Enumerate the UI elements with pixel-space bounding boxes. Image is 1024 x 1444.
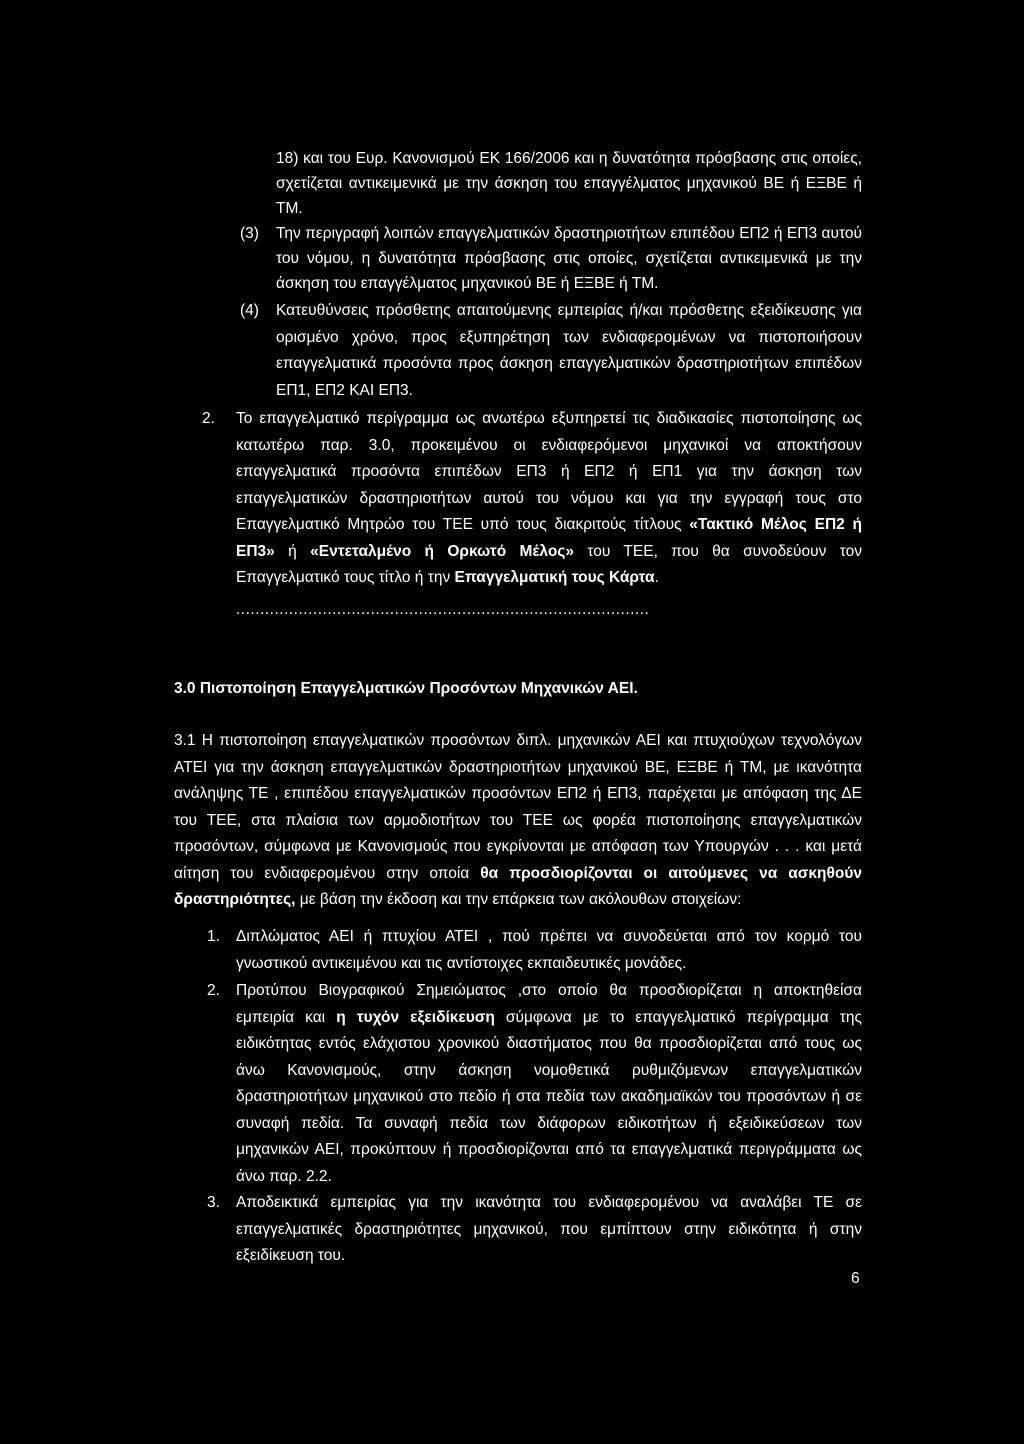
paragraph-3-1: 3.1 Η πιστοποίηση επαγγελματικών προσόντων διπλ. μηχανικών ΑΕΙ και πτυχιούχων τεχνολόγων ΑΤΕΙ για την άσκηση επαγγελματικών δραστηριοτήτων μηχανικού ΒΕ, ΕΞΒΕ ή ΤΜ, με ικανότητα ανάληψης ΤΕ , επιπέδου επαγγελματικών προσόντων ΕΠ2 ή ΕΠ3, παρέχεται με απόφαση της ΔΕ του ΤΕΕ, στα πλαίσια των αρμοδιοτήτων του ΤΕΕ ως φορέα πιστοποίησης επαγγελματικών προσόντων, σύμφωνα με Κανονισμούς που εγκρίνονται με απόφαση των Υπουργών . . . και μετά αίτηση του ενδιαφερομένου στην οποία θα προσδιορίζονται οι αιτούμενες να ασκηθούν δραστηριότητες, με βάση την έκδοση και την επάρκεια των ακόλουθων στοιχείων: (174, 732, 862, 908)
bold-professional-card: Επαγγελματική τους Κάρτα (454, 569, 655, 586)
page-number: 6 (851, 1270, 860, 1287)
item-number-2: 2. (202, 410, 215, 427)
list-number-1: 1. (207, 928, 220, 945)
paragraph-4: Κατευθύνσεις πρόσθετης απαιτούμενης εμπειρίας ή/και πρόσθετης εξειδίκευσης για ορισμένο χρόνο, προς εξυπηρέτηση των ενδιαφερομένων να πιστοποιήσουν επαγγελματικά προσόντα προς άσκηση επαγγελματικών δραστηριοτήτων επιπέδων ΕΠ1, ΕΠ2 ΚΑΙ ΕΠ3. (276, 302, 862, 399)
list-number-3: 3. (207, 1194, 220, 1211)
bold-specialization: η τυχόν εξειδίκευση (336, 1008, 495, 1026)
list-item-1: Διπλώματος ΑΕΙ ή πτυχίου ΑΤΕΙ , πού πρέπει να συνοδεύεται από τον κορμό του γνωστικού αντικειμένου και τις αντίστοιχες εκπαιδευτικές μονάδες. (236, 928, 862, 972)
list-item-3: Αποδεικτικά εμπειρίας για την ικανότητα του ενδιαφερομένου να αναλάβει ΤΕ σε επαγγελματικές δραστηριότητες μηχανικού, που εμπίπτουν στην ειδικότητα ή στην εξειδίκευση του. (236, 1194, 862, 1264)
bold-sworn-member: «Εντεταλμένο ή Ορκωτό Μέλος» (310, 542, 574, 560)
dotted-separator: ...................................................................................... (236, 601, 650, 618)
paragraph-18: 18) και του Ευρ. Κανονισμού ΕΚ 166/2006 και η δυνατότητα πρόσβασης στις οποίες, σχετίζεται αντικειμενικά με την άσκηση του επαγγέλματος μηχανικού ΒΕ ή ΕΞΒΕ ή ΤΜ. (276, 150, 862, 217)
bold-regular-member: «Τακτικό Μέλος ΕΠ2 ή ΕΠ3» (236, 516, 862, 560)
item-number-3: (3) (240, 225, 259, 242)
paragraph-2: Το επαγγελματικό περίγραμμα ως ανωτέρω εξυπηρετεί τις διαδικασίες πιστοποίησης ως κατωτέρω παρ. 3.0, προκειμένου οι ενδιαφερόμενοι μηχανικοί να αποκτήσουν επαγγελματικά προσόντα επιπέδων ΕΠ3 ή ΕΠ2 ή ΕΠ1 για την άσκηση των επαγγελματικών δραστηριοτήτων αυτού του νόμου και για την εγγραφή τους στο Επαγγελματικό Μητρώο του ΤΕΕ υπό τους διακριτούς τίτλους «Τακτικό Μέλος ΕΠ2 ή ΕΠ3» ή «Εντεταλμένο ή Ορκωτό Μέλος» του ΤΕΕ, που θα συνοδεύουν τον Επαγγελματικό τους τίτλο ή την Επαγγελματική τους Κάρτα. (236, 410, 862, 586)
item-number-4: (4) (240, 302, 259, 319)
list-number-2: 2. (207, 982, 220, 999)
paragraph-3: Την περιγραφή λοιπών επαγγελματικών δραστηριοτήτων επιπέδου ΕΠ2 ή ΕΠ3 αυτού του νόμου, η δυνατότητα πρόσβασης στις οποίες, σχετίζεται αντικειμενικά με την άσκηση του επαγγέλματος μηχανικού ΒΕ ή ΕΞΒΕ ή ΤΜ. (276, 225, 862, 292)
list-item-2: Προτύπου Βιογραφικού Σημειώματος ,στο οποίο θα προσδιορίζεται η αποκτηθείσα εμπειρία και η τυχόν εξειδίκευση σύμφωνα με το επαγγελματικό περίγραμμα της ειδικότητας εντός ελάχιστου χρονικού διαστήματος που θα προσδιορίζεται από τους ως άνω Κανονισμούς, στην άσκηση νομοθετικά ρυθμιζόμενων επαγγελματικών δραστηριοτήτων μηχανικού στο πεδίο ή στα πεδία των ακαδημαϊκών του προσόντων ή σε συναφή πεδία. Τα συναφή πεδία των διάφορων ειδικοτήτων ή εξειδικεύσεων των μηχανικών ΑΕΙ, προκύπτουν ή προσδιορίζονται από τα επαγγελματικά περιγράμματα ως άνω παρ. 2.2. (236, 982, 862, 1185)
bold-requested-activities: θα προσδιορίζονται οι αιτούμενες να ασκηθούν δραστηριότητες, (174, 864, 862, 908)
section-heading: 3.0 Πιστοποίηση Επαγγελματικών Προσόντων Μηχανικών ΑΕΙ. (174, 680, 638, 697)
